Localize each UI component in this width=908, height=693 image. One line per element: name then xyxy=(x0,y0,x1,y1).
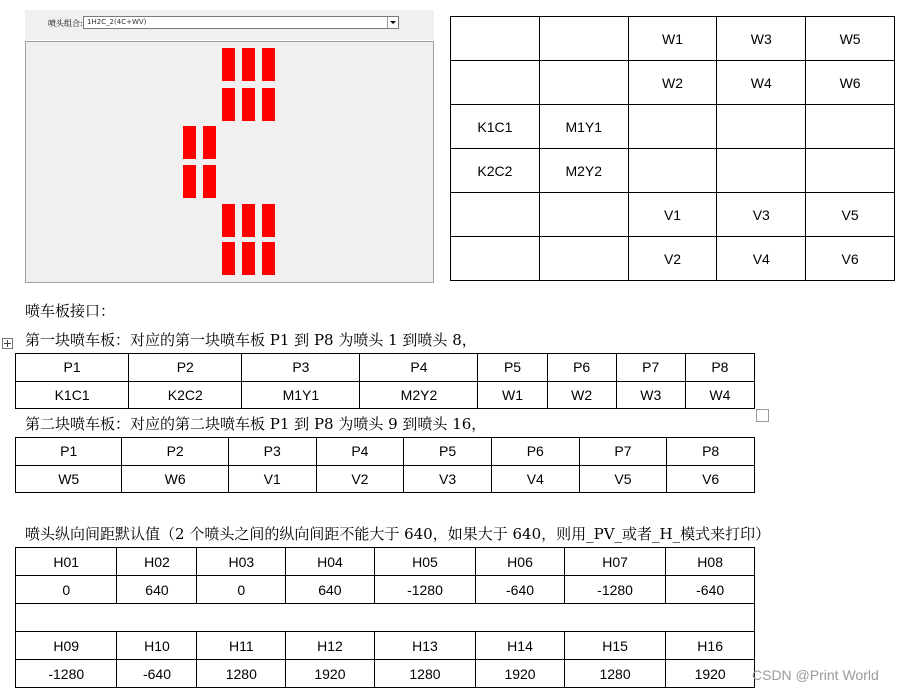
board2-description: 第二块喷车板：对应的第二块喷车板 P1 到 P8 为喷头 9 到喷头 16， xyxy=(25,415,487,433)
head-cell: K1C1 xyxy=(16,381,129,409)
head-cell: W3 xyxy=(616,381,685,409)
nozzle-block xyxy=(203,165,216,198)
nozzle-block xyxy=(222,48,235,81)
nozzle-block xyxy=(242,242,255,275)
spacing-label-cell: H03 xyxy=(197,548,286,576)
table-move-handle-icon[interactable] xyxy=(2,338,13,349)
port-cell: P8 xyxy=(685,354,754,382)
table-row xyxy=(451,17,895,61)
spacing-label-cell: H02 xyxy=(117,548,197,576)
empty-merged-cell xyxy=(16,604,755,632)
grid-cell: W6 xyxy=(806,61,895,105)
table-row xyxy=(16,548,755,576)
nozzle-block xyxy=(222,204,235,237)
board1-port-table xyxy=(15,353,755,409)
port-cell: P2 xyxy=(129,354,242,382)
grid-cell: M2Y2 xyxy=(539,149,628,193)
grid-cell: V3 xyxy=(717,193,806,237)
spacing-label-cell: H04 xyxy=(286,548,375,576)
grid-cell xyxy=(628,149,717,193)
nozzle-block xyxy=(222,242,235,275)
table-row xyxy=(16,465,755,493)
port-cell: P3 xyxy=(242,354,360,382)
port-cell: P2 xyxy=(122,438,228,466)
nozzle-block xyxy=(242,204,255,237)
spacing-description: 喷头纵向间距默认值（2 个喷头之间的纵向间距不能大于 640，如果大于 640，则用_PV_或者_H_模式来打印） xyxy=(25,525,771,543)
grid-cell xyxy=(717,149,806,193)
spacing-label-cell: H10 xyxy=(117,632,197,660)
board1-description: 第一块喷车板：对应的第一块喷车板 P1 到 P8 为喷头 1 到喷头 8， xyxy=(25,331,477,349)
port-cell: P6 xyxy=(547,354,616,382)
nozzle-block xyxy=(262,204,275,237)
nozzle-combo-select[interactable] xyxy=(83,16,399,29)
spacing-value-cell: -640 xyxy=(117,660,197,688)
grid-cell: K2C2 xyxy=(451,149,540,193)
head-cell: V5 xyxy=(579,465,667,493)
head-cell: K2C2 xyxy=(129,381,242,409)
port-cell: P4 xyxy=(316,438,404,466)
spacing-label-cell: H12 xyxy=(286,632,375,660)
grid-cell xyxy=(628,105,717,149)
port-cell: P5 xyxy=(404,438,492,466)
nozzle-layout-canvas xyxy=(25,41,434,283)
grid-cell xyxy=(539,237,628,281)
nozzle-combo-toolbar xyxy=(25,10,434,40)
table-row xyxy=(451,105,895,149)
spacing-value-cell: 1280 xyxy=(374,660,475,688)
grid-cell xyxy=(806,105,895,149)
grid-cell: W5 xyxy=(806,17,895,61)
nozzle-block xyxy=(183,126,196,159)
grid-cell: W2 xyxy=(628,61,717,105)
spacing-label-cell: H06 xyxy=(476,548,565,576)
head-cell: W1 xyxy=(478,381,547,409)
head-cell: V1 xyxy=(228,465,316,493)
port-cell: P5 xyxy=(478,354,547,382)
spacing-label-cell: H13 xyxy=(374,632,475,660)
table-row xyxy=(16,381,755,409)
head-cell: V4 xyxy=(491,465,579,493)
board2-port-table xyxy=(15,437,755,493)
nozzle-block xyxy=(203,126,216,159)
spacing-label-cell: H15 xyxy=(564,632,665,660)
head-cell: W5 xyxy=(16,465,122,493)
spacing-value-cell: -1280 xyxy=(374,576,475,604)
grid-cell: M1Y1 xyxy=(539,105,628,149)
grid-cell xyxy=(451,237,540,281)
section-heading: 喷车板接口： xyxy=(25,302,116,320)
grid-cell: K1C1 xyxy=(451,105,540,149)
nozzle-position-grid xyxy=(450,16,895,281)
spacing-value-cell: -1280 xyxy=(16,660,117,688)
head-cell: W6 xyxy=(122,465,228,493)
port-cell: P1 xyxy=(16,438,122,466)
spacing-value-cell: -640 xyxy=(476,576,565,604)
spacing-label-cell: H09 xyxy=(16,632,117,660)
grid-cell xyxy=(717,105,806,149)
table-row xyxy=(16,438,755,466)
watermark: CSDN @Print World xyxy=(752,667,879,683)
port-cell: P8 xyxy=(667,438,755,466)
head-cell: W2 xyxy=(547,381,616,409)
nozzle-block xyxy=(262,48,275,81)
head-cell: M1Y1 xyxy=(242,381,360,409)
port-cell: P6 xyxy=(491,438,579,466)
spacing-label-cell: H01 xyxy=(16,548,117,576)
table-row xyxy=(16,660,755,688)
grid-cell: V4 xyxy=(717,237,806,281)
head-cell: V3 xyxy=(404,465,492,493)
grid-cell: V2 xyxy=(628,237,717,281)
port-cell: P3 xyxy=(228,438,316,466)
table-row xyxy=(451,237,895,281)
grid-cell: W1 xyxy=(628,17,717,61)
grid-cell: V6 xyxy=(806,237,895,281)
nozzle-block xyxy=(242,88,255,121)
spacing-value-cell: 0 xyxy=(16,576,117,604)
spacing-value-cell: -1280 xyxy=(564,576,665,604)
spacing-label-cell: H07 xyxy=(564,548,665,576)
nozzle-block xyxy=(222,88,235,121)
head-cell: M2Y2 xyxy=(360,381,478,409)
spacing-label-cell: H14 xyxy=(476,632,565,660)
spacing-label-cell: H05 xyxy=(374,548,475,576)
chevron-down-icon[interactable] xyxy=(387,17,398,28)
table-row xyxy=(451,193,895,237)
table-row xyxy=(16,354,755,382)
spacing-value-cell: 1280 xyxy=(564,660,665,688)
grid-cell xyxy=(451,17,540,61)
spacing-value-cell: 1920 xyxy=(476,660,565,688)
spacing-value-cell: 640 xyxy=(286,576,375,604)
grid-cell xyxy=(451,61,540,105)
port-cell: P4 xyxy=(360,354,478,382)
table-row xyxy=(16,576,755,604)
spacing-label-cell: H08 xyxy=(666,548,755,576)
combo-label: 喷头组合: xyxy=(48,19,83,28)
combo-selected-value: 1H2C_2(4C+WV) xyxy=(87,18,147,26)
grid-cell: V1 xyxy=(628,193,717,237)
spacing-value-cell: 1920 xyxy=(286,660,375,688)
head-cell: W4 xyxy=(685,381,754,409)
nozzle-block xyxy=(242,48,255,81)
spacing-label-cell: H11 xyxy=(197,632,286,660)
grid-cell: W4 xyxy=(717,61,806,105)
spacing-label-cell: H16 xyxy=(666,632,755,660)
spacing-value-cell: 1920 xyxy=(666,660,755,688)
port-cell: P7 xyxy=(579,438,667,466)
grid-cell xyxy=(539,17,628,61)
spacing-value-cell: -640 xyxy=(666,576,755,604)
vertical-spacing-table xyxy=(15,547,755,688)
nozzle-block xyxy=(183,165,196,198)
spacing-value-cell: 0 xyxy=(197,576,286,604)
grid-cell xyxy=(539,193,628,237)
head-cell: V6 xyxy=(667,465,755,493)
grid-cell xyxy=(806,149,895,193)
port-cell: P7 xyxy=(616,354,685,382)
table-row xyxy=(451,61,895,105)
grid-cell xyxy=(451,193,540,237)
grid-cell: W3 xyxy=(717,17,806,61)
table-row xyxy=(451,149,895,193)
port-cell: P1 xyxy=(16,354,129,382)
table-row xyxy=(16,632,755,660)
head-cell: V2 xyxy=(316,465,404,493)
grid-cell: V5 xyxy=(806,193,895,237)
nozzle-block xyxy=(262,88,275,121)
table-row xyxy=(16,604,755,632)
nozzle-block xyxy=(262,242,275,275)
grid-cell xyxy=(539,61,628,105)
spacing-value-cell: 640 xyxy=(117,576,197,604)
table-resize-handle[interactable] xyxy=(756,409,769,422)
spacing-value-cell: 1280 xyxy=(197,660,286,688)
